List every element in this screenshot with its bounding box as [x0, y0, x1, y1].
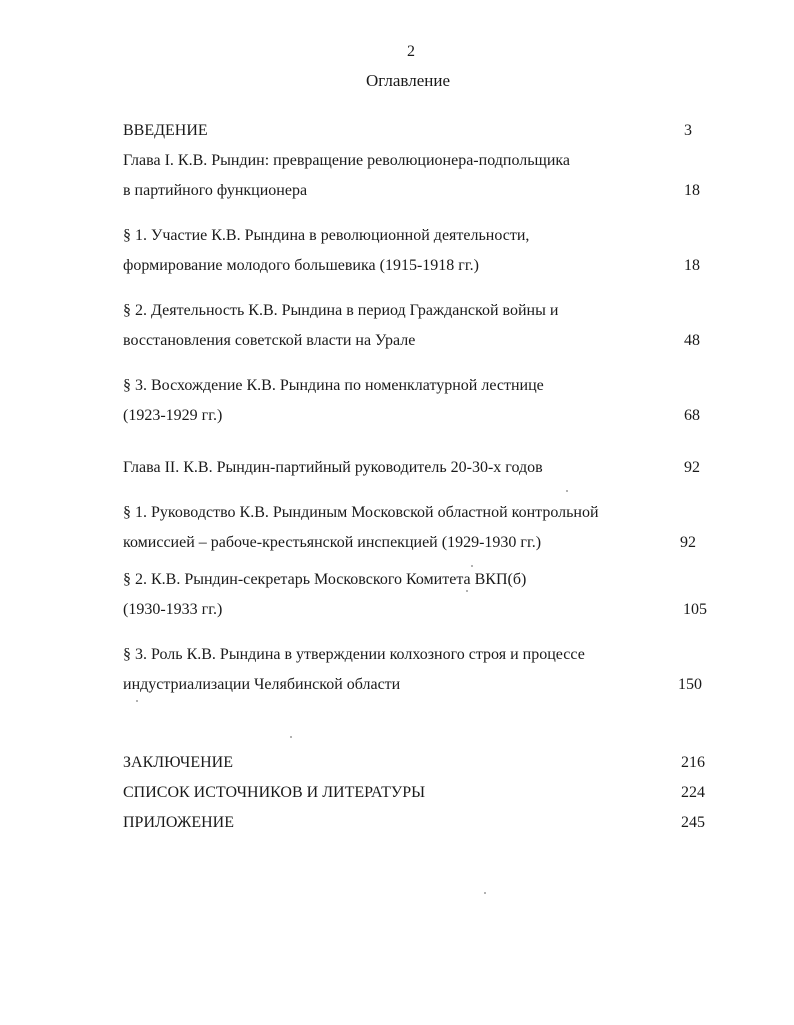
scan-speck [466, 590, 468, 592]
toc-entry-page: 150 [678, 676, 702, 693]
toc-entry-text: § 1. Руководство К.В. Рындиным Московской областной контрольной [123, 504, 599, 521]
toc-entry-text: формирование молодого большевика (1915-1918 гг.) [123, 257, 479, 274]
toc-entry-text: Глава I. К.В. Рындин: превращение революционера-подпольщика [123, 152, 571, 169]
toc-entry-text: Глава II. К.В. Рындин-партийный руководитель 20-30-х годов [123, 459, 543, 476]
toc-entry-text: ЗАКЛЮЧЕНИЕ [123, 754, 233, 771]
toc-entry-text: СПИСОК ИСТОЧНИКОВ И ЛИТЕРАТУРЫ [123, 784, 426, 801]
toc-entry-text: § 3. Восхождение К.В. Рындина по номенклатурной лестнице [123, 377, 544, 394]
page-number: 2 [407, 43, 415, 60]
toc-entry-page: 18 [684, 257, 700, 274]
scan-speck [471, 565, 473, 567]
toc-entry-text: ПРИЛОЖЕНИЕ [123, 814, 235, 831]
scan-speck [566, 490, 568, 492]
toc-entry-text: в партийного функционера [123, 182, 308, 199]
toc-entry-page: 216 [681, 754, 705, 771]
toc-entry-page: 105 [683, 601, 707, 618]
toc-entry-page: 92 [680, 534, 696, 551]
toc-entry-page: 92 [684, 459, 700, 476]
toc-entry-page: 48 [684, 332, 700, 349]
scan-speck [290, 736, 292, 738]
scan-speck [484, 892, 486, 894]
toc-entry-page: 68 [684, 407, 700, 424]
toc-entry-page: 245 [681, 814, 705, 831]
toc-entry-page: 18 [684, 182, 700, 199]
toc-entry-text: комиссией – рабоче-крестьянской инспекцией (1929-1930 гг.) [123, 534, 542, 551]
page-title: Оглавление [366, 71, 450, 90]
toc-entry-text: восстановления советской власти на Урале [123, 332, 416, 349]
toc-entry-text: (1923-1929 гг.) [123, 407, 223, 424]
toc-entry-text: § 2. Деятельность К.В. Рындина в период Гражданской войны и [123, 302, 559, 319]
scan-speck [136, 700, 138, 702]
toc-entry-page: 3 [684, 122, 692, 139]
toc-entry-text: индустриализации Челябинской области [123, 676, 401, 693]
toc-entry-text: § 1. Участие К.В. Рындина в революционной деятельности, [123, 227, 530, 244]
toc-entry-text: ВВЕДЕНИЕ [123, 122, 208, 139]
toc-entry-text: § 3. Роль К.В. Рындина в утверждении колхозного строя и процессе [123, 646, 585, 663]
toc-entry-text: (1930-1933 гг.) [123, 601, 223, 618]
toc-entry-page: 224 [681, 784, 705, 801]
toc-entry-text: § 2. К.В. Рындин-секретарь Московского Комитета ВКП(б) [123, 571, 527, 588]
